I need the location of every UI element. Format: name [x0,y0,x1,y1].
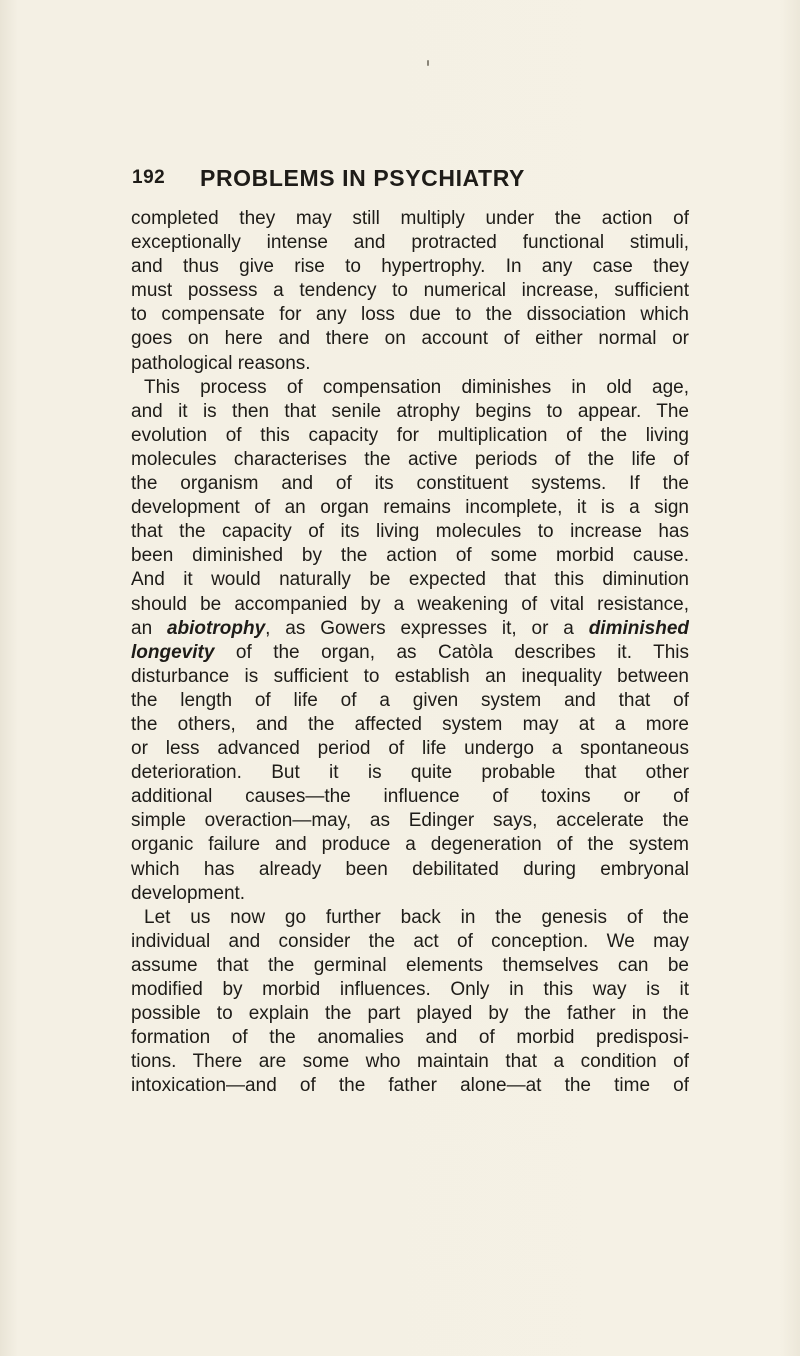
running-title: PROBLEMS IN PSYCHIATRY [200,165,526,191]
text-line: the length of life of a given system and that of [131,689,689,711]
text-line: formation of the anomalies and of morbid predisposi- [131,1027,689,1049]
text-line: and it is then that senile atrophy begins to appear. The [131,400,689,422]
page-header [132,165,692,195]
text-line: should be accompanied by a weakening of vital resistance, [131,593,689,615]
text-line: the organism and of its constituent systems. If the [131,473,689,495]
body-text [131,207,689,1098]
emphasized-term: abiotrophy [166,617,266,639]
text-line: must possess a tendency to numerical increase, sufficient [131,280,689,302]
text-line: development. [131,882,246,904]
paper-speck [427,60,429,66]
text-line: longevity of the organ, as Catòla describes it. This [131,641,689,663]
emphasized-term: diminished [588,617,689,639]
text-line: assume that the germinal elements themselves can be [131,954,689,976]
text-line: organic failure and produce a degeneration of the system [131,834,689,856]
text-line: that the capacity of its living molecules to increase has [131,521,689,543]
text-line: possible to explain the part played by the father in the [131,1003,689,1025]
text-line: evolution of this capacity for multiplication of the living [131,424,689,446]
text-line: pathological reasons. [131,352,311,374]
text-line: tions. There are some who maintain that a condition of [131,1051,689,1073]
text-line: goes on here and there on account of either normal or [131,328,689,350]
text-line: exceptionally intense and protracted functional stimuli, [131,232,689,254]
text-line: This process of compensation diminishes in old age, [144,376,689,398]
text-line: or less advanced period of life undergo a spontaneous [131,738,689,760]
text-line: simple overaction—may, as Edinger says, accelerate the [131,810,689,832]
text-line: modified by morbid influences. Only in this way is it [131,979,689,1000]
text-line: the others, and the affected system may at a more [131,713,689,735]
text-line: an abiotrophy, as Gowers expresses it, or a diminished [131,617,689,639]
text-line: to compensate for any loss due to the dissociation which [131,304,689,326]
page-number: 192 [132,167,166,188]
text-line: Let us now go further back in the genesis of the [144,906,689,928]
text-line: deterioration. But it is quite probable that other [131,762,689,784]
text-line: which has already been debilitated during embryonal [131,858,689,880]
text-line: completed they may still multiply under the action of [131,208,689,229]
text-line: molecules characterises the active periods of the life of [131,448,689,470]
text-line: and thus give rise to hypertrophy. In any case they [131,256,689,278]
emphasized-term: longevity [131,641,215,663]
text-line: And it would naturally be expected that this diminution [131,569,689,591]
text-line: development of an organ remains incomplete, it is a sign [131,497,689,519]
text-line: individual and consider the act of conception. We may [131,930,689,952]
text-line: intoxication—and of the father alone—at the time of [131,1075,689,1097]
text-line: disturbance is sufficient to establish an inequality between [131,665,689,687]
text-line: been diminished by the action of some morbid cause. [131,545,689,567]
text-line: additional causes—the influence of toxins or of [131,786,689,808]
